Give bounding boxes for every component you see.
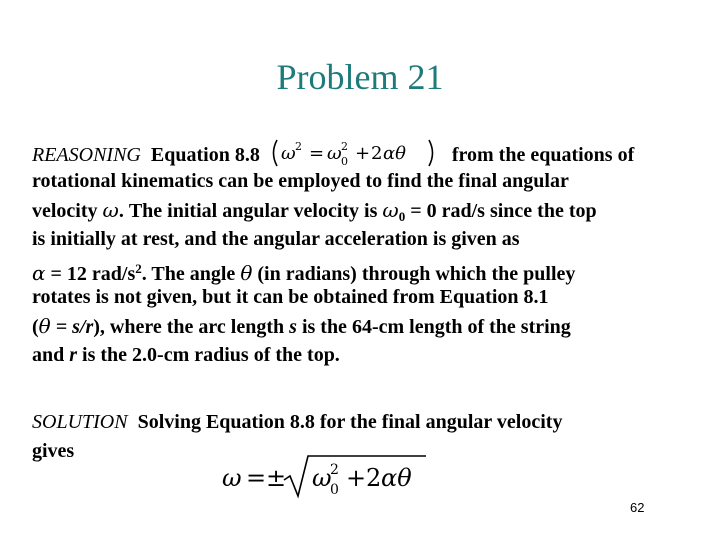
reasoning-text: and [32, 344, 65, 366]
variable-s: s [289, 316, 297, 338]
reasoning-text: = 0 rad/s since the top [410, 200, 597, 222]
reasoning-line-7 [32, 312, 720, 341]
reasoning-line-3 [32, 196, 720, 225]
reasoning-line-8 [32, 341, 720, 370]
svg-text:ω: ω [312, 464, 332, 492]
svg-text:ω: ω [280, 143, 296, 164]
reasoning-text: velocity [32, 200, 98, 222]
reasoning-text: = 12 rad/s [50, 263, 136, 285]
reasoning-text: is the 64-cm length of the string [301, 316, 571, 338]
alpha-symbol: α [32, 261, 46, 285]
solution-line-2: gives [32, 440, 75, 462]
reasoning-text: . The initial angular velocity is [118, 200, 378, 222]
svg-text:2: 2 [370, 143, 383, 164]
subscript-zero: 0 [398, 209, 406, 224]
reasoning-text: Equation 8.8 [150, 144, 260, 166]
slide-title: Problem 21 [276, 57, 444, 97]
reasoning-line-5 [32, 254, 720, 283]
reasoning-paragraph [32, 138, 720, 370]
svg-text:2: 2 [366, 464, 382, 492]
omega-solution-equation [220, 452, 430, 502]
svg-text:ω: ω [326, 143, 342, 164]
reasoning-line-4: is initially at rest, and the angular acceleration is given as [32, 228, 520, 250]
svg-text:±: ± [266, 464, 287, 492]
omega-symbol: ω [382, 198, 399, 222]
equation-8-8-inline [269, 138, 445, 168]
svg-text:=: = [308, 143, 324, 164]
reasoning-text: . The angle [141, 263, 236, 285]
svg-text:2: 2 [330, 462, 339, 478]
solution-line-1 [32, 408, 720, 437]
superscript-two: 2 [135, 261, 142, 276]
svg-text:=: = [246, 464, 267, 492]
reasoning-line-1 [32, 138, 720, 167]
svg-text:+: + [354, 143, 370, 164]
solution-label: SOLUTION [32, 411, 128, 433]
variable-r: r [69, 344, 78, 366]
reasoning-text: ), where the arc length [93, 316, 285, 338]
equation-8-1-inline: = s/r [55, 316, 94, 338]
svg-text:ω: ω [222, 464, 242, 492]
reasoning-text: from the equations of [451, 144, 635, 166]
svg-text:2: 2 [340, 140, 348, 153]
theta-symbol: θ [38, 314, 51, 338]
reasoning-text: ( [32, 316, 39, 338]
reasoning-line-6: rotates is not given, but it can be obtained from Equation 8.1 [32, 286, 549, 308]
theta-symbol: θ [240, 261, 253, 285]
reasoning-text: (in radians) through which the pulley [257, 263, 576, 285]
page-number: 62 [630, 500, 645, 515]
svg-text:αθ: αθ [382, 143, 406, 164]
svg-text:+: + [346, 464, 367, 492]
solution-text: Solving Equation 8.8 for the final angular velocity [137, 411, 563, 433]
reasoning-text: is the 2.0-cm radius of the top. [82, 344, 340, 366]
svg-text:0: 0 [340, 155, 348, 168]
omega-symbol: ω [102, 198, 119, 222]
svg-text:0: 0 [330, 482, 339, 498]
reasoning-line-2: rotational kinematics can be employed to find the final angular [32, 170, 569, 192]
svg-text:αθ: αθ [381, 464, 412, 492]
svg-text:2: 2 [294, 140, 302, 153]
reasoning-label: REASONING [32, 144, 141, 166]
